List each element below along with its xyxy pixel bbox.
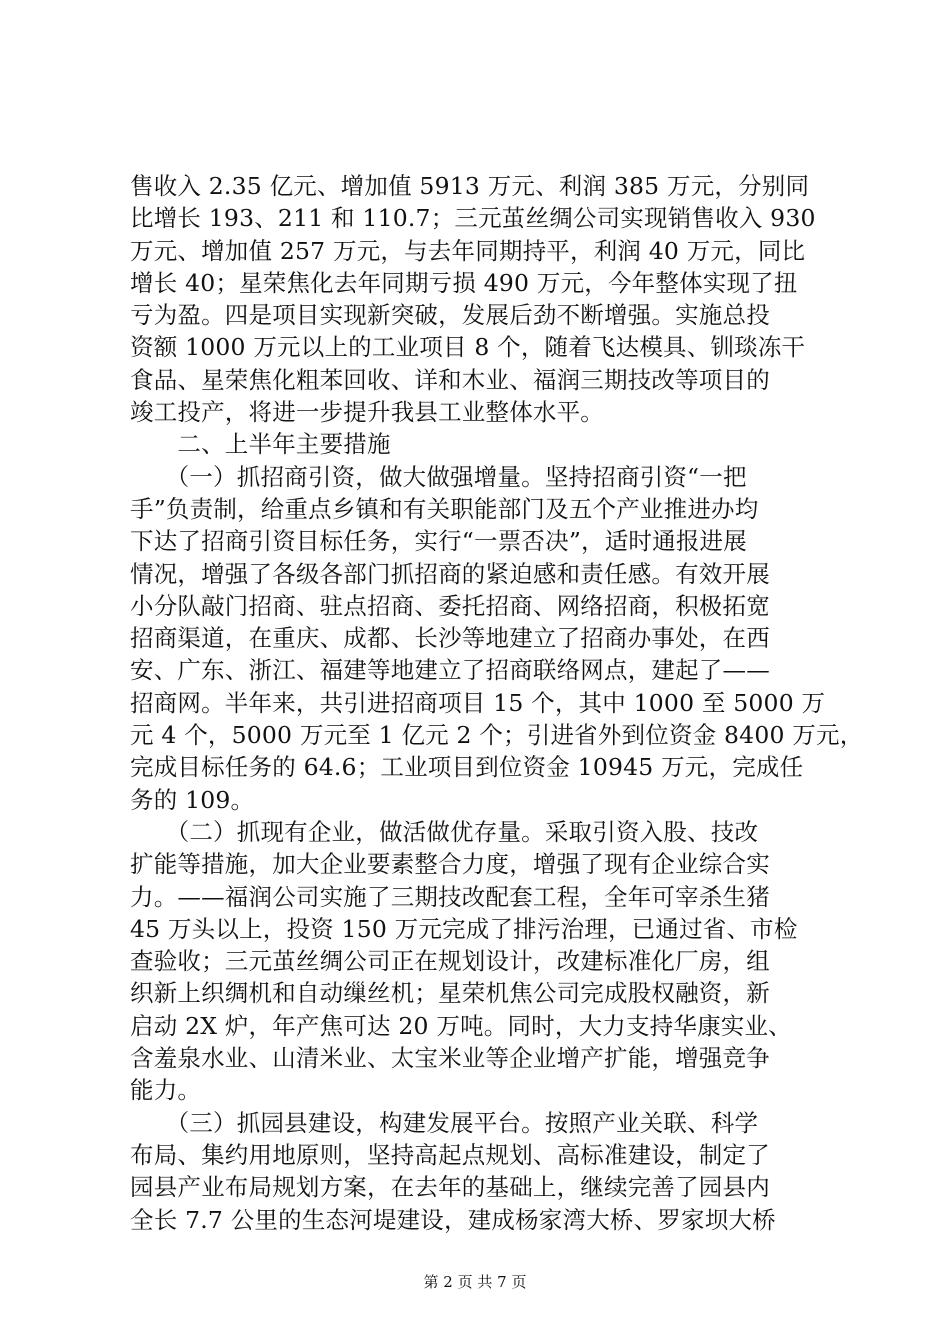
text-line: 招商网。半年来，共引进招商项目 15 个，其中 1000 至 5000 万 bbox=[130, 688, 826, 717]
text-line: 织新上织绸机和自动缫丝机；星荣机焦公司完成股权融资，新 bbox=[130, 979, 770, 1008]
text-line: 安、广东、浙江、福建等地建立了招商联络网点，建起了—— bbox=[130, 656, 770, 685]
text-line: 小分队敲门招商、驻点招商、委托招商、网络招商，积极拓宽 bbox=[130, 591, 770, 620]
page-footer bbox=[0, 1272, 950, 1292]
text-line: 手”负责制，给重点乡镇和有关职能部门及五个产业推进办均 bbox=[130, 494, 759, 523]
text-line: 竣工投产，将进一步提升我县工业整体水平。 bbox=[130, 398, 604, 427]
text-line: 扩能等措施，加大企业要素整合力度，增强了现有企业综合实 bbox=[130, 850, 770, 879]
text-line: 完成目标任务的 64.6；工业项目到位资金 10945 万元，完成任 bbox=[130, 753, 804, 782]
text-line: 45 万头以上，投资 150 万元完成了排污治理，已通过省、市检 bbox=[130, 914, 798, 943]
text-line: 售收入 2.35 亿元、增加值 5913 万元、利润 385 万元，分别同 bbox=[130, 172, 810, 200]
text-line: 招商渠道，在重庆、成都、长沙等地建立了招商办事处，在西 bbox=[130, 624, 770, 653]
section-heading: 二、上半年主要措施 bbox=[130, 430, 391, 459]
text-line: 万元、增加值 257 万元，与去年同期持平，利润 40 万元，同比 bbox=[130, 236, 806, 265]
text-line: 情况，增强了各级各部门抓招商的紧迫感和责任感。有效开展 bbox=[130, 559, 770, 588]
text-line: （二）抓现有企业，做活做优存量。采取引资入股、技改 bbox=[130, 817, 759, 846]
text-line: 资额 1000 万元以上的工业项目 8 个，随着飞达模具、钏琰冻干 bbox=[130, 333, 806, 362]
text-line: 亏为盈。四是项目实现新突破，发展后劲不断增强。实施总投 bbox=[130, 301, 770, 330]
text-line: 布局、集约用地原则，坚持高起点规划、高标准建设，制定了 bbox=[130, 1140, 770, 1169]
document-body bbox=[130, 170, 864, 1236]
text-line: 比增长 193、211 和 110.7；三元茧丝绸公司实现销售收入 930 bbox=[130, 204, 816, 233]
text-line: 园县产业布局规划方案，在去年的基础上，继续完善了园县内 bbox=[130, 1173, 770, 1202]
text-line: 全长 7.7 公里的生态河堤建设，建成杨家湾大桥、罗家坝大桥 bbox=[130, 1205, 776, 1234]
text-line: （一）抓招商引资，做大做强增量。坚持招商引资“一把 bbox=[130, 462, 747, 491]
text-line: （三）抓园县建设，构建发展平台。按照产业关联、科学 bbox=[130, 1108, 759, 1137]
text-line: 查验收；三元茧丝绸公司正在规划设计，改建标准化厂房，组 bbox=[130, 947, 770, 976]
text-line: 增长 40；星荣焦化去年同期亏损 490 万元，今年整体实现了扭 bbox=[130, 268, 798, 297]
page-number-label: 第 2 页 共 7 页 bbox=[423, 1273, 527, 1291]
text-line: 食品、星荣焦化粗苯回收、详和木业、福润三期技改等项目的 bbox=[130, 365, 770, 394]
text-line: 含羞泉水业、山清米业、太宝米业等企业增产扩能，增强竞争 bbox=[130, 1044, 770, 1073]
text-line: 元 4 个，5000 万元至 1 亿元 2 个；引进省外到位资金 8400 万元， bbox=[130, 721, 864, 750]
text-line: 启动 2X 炉，年产焦可达 20 万吨。同时，大力支持华康实业、 bbox=[130, 1011, 792, 1040]
text-line: 务的 109。 bbox=[130, 785, 255, 814]
text-line: 力。——福润公司实施了三期技改配套工程，全年可宰杀生猪 bbox=[130, 882, 770, 911]
text-line: 下达了招商引资目标任务，实行“一票否决”，适时通报进展 bbox=[130, 527, 747, 556]
text-line: 能力。 bbox=[130, 1076, 202, 1105]
